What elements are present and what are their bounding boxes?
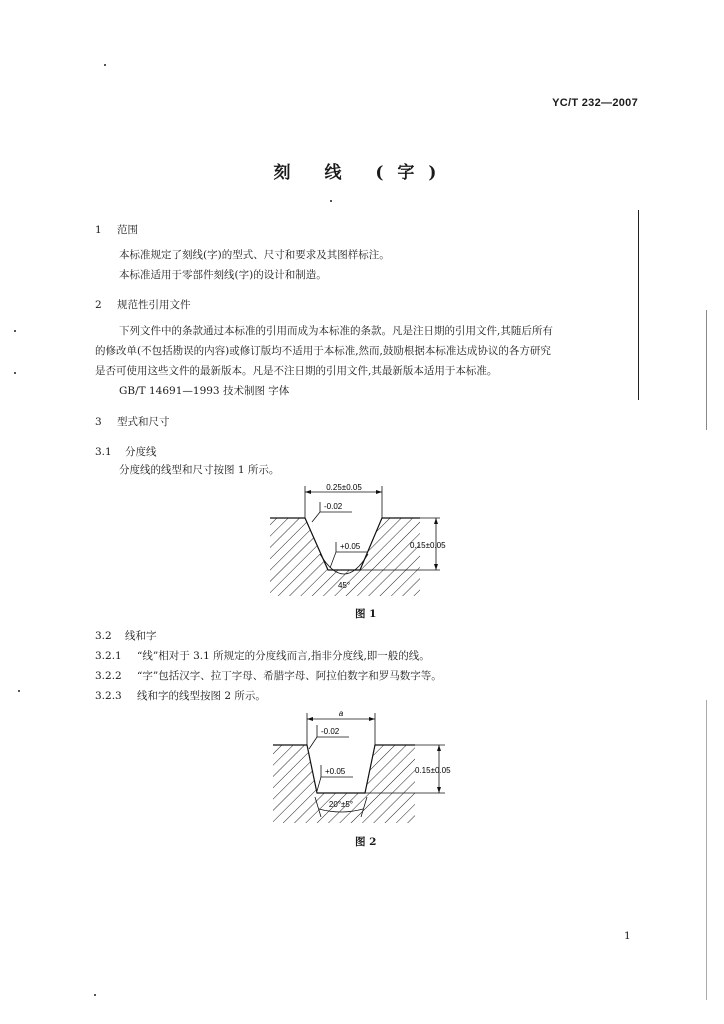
fig1-top-width-label: 0.25±0.05 [326,483,362,492]
scan-speck [104,64,106,66]
section-number: 3 [95,416,102,428]
section-number: 3.2 [95,630,112,642]
figure-2-diagram [265,705,495,823]
page-title: 刻 线 (字) [273,163,451,183]
fig2-depth-label: 0.15±0.05 [415,766,451,775]
figure-2-caption: 图 2 [355,836,377,848]
normative-reference: GB/T 14691—1993 技术制图 字体 [119,385,290,397]
margin-rule-edge [706,310,707,430]
margin-rule-right [638,210,639,400]
clause-text: 线和字的线型按图 2 所示。 [137,690,266,702]
section-title: 规范性引用文件 [117,299,191,311]
section-3-1-heading [95,444,157,459]
fig2-tol-bottom-label: +0.05 [325,767,346,776]
fig1-tol-top-label: -0.02 [324,502,343,511]
normative-line-1: 下列文件中的条款通过本标准的引用而成为本标准的条款。凡是注日期的引用文件,其随后所有 [119,325,553,337]
section-number: 3.2.2 [95,670,122,682]
section-number: 3.2.3 [95,690,122,702]
section-3-2-heading [95,628,157,643]
normative-line-2: 的修改单(不包括勘误的内容)或修订版均不适用于本标准,然而,鼓励根据本标准达成协议的各方研究 [95,345,551,357]
section-2-heading [95,297,191,312]
margin-rule-edge-lower [706,700,707,1000]
material-hatch [273,745,415,823]
section-number: 1 [95,224,102,236]
scan-speck [14,372,16,374]
clause-text: “线”相对于 3.1 所规定的分度线而言,指非分度线,即一般的线。 [137,650,430,662]
standard-code: YC/T 232—2007 [552,97,638,109]
fig1-depth-label: 0.15±0.05 [410,541,446,550]
scan-speck [330,200,332,202]
section-number: 3.1 [95,446,112,458]
scan-speck [18,690,20,692]
scan-speck [94,994,96,996]
section-title: 范围 [117,224,138,236]
fig1-tol-bottom-label: +0.05 [340,542,361,551]
scan-speck [14,330,16,332]
section-3-heading [95,414,170,429]
fig2-angle-label: 20°±5° [328,800,354,809]
fig1-angle-label: 45° [337,581,351,590]
fig2-tol-top-label: -0.02 [321,727,340,736]
section-3-1-text: 分度线的线型和尺寸按图 1 所示。 [119,464,280,476]
figure-1-diagram [260,478,480,596]
section-number: 2 [95,299,102,311]
section-3-2-2-text [95,666,442,686]
section-1-heading [95,222,138,237]
section-title: 线和字 [125,630,157,642]
scope-paragraph-1: 本标准规定了刻线(字)的型式、尺寸和要求及其图样标注。 [119,249,390,261]
section-3-2-3-text [95,686,266,706]
section-title: 分度线 [125,446,157,458]
section-title: 型式和尺寸 [117,416,170,428]
section-3-2-1-text [95,646,430,666]
clause-text: “字”包括汉字、拉丁字母、希腊字母、阿拉伯数字和罗马数字等。 [137,670,442,682]
page-number: 1 [624,930,631,942]
fig2-top-width-label: a [338,709,344,718]
normative-line-3: 是否可使用这些文件的最新版本。凡是不注日期的引用文件,其最新版本适用于本标准。 [95,365,498,377]
scope-paragraph-2: 本标准适用于零部件刻线(字)的设计和制造。 [119,269,327,281]
section-number: 3.2.1 [95,650,122,662]
figure-1-caption: 图 1 [355,608,377,620]
